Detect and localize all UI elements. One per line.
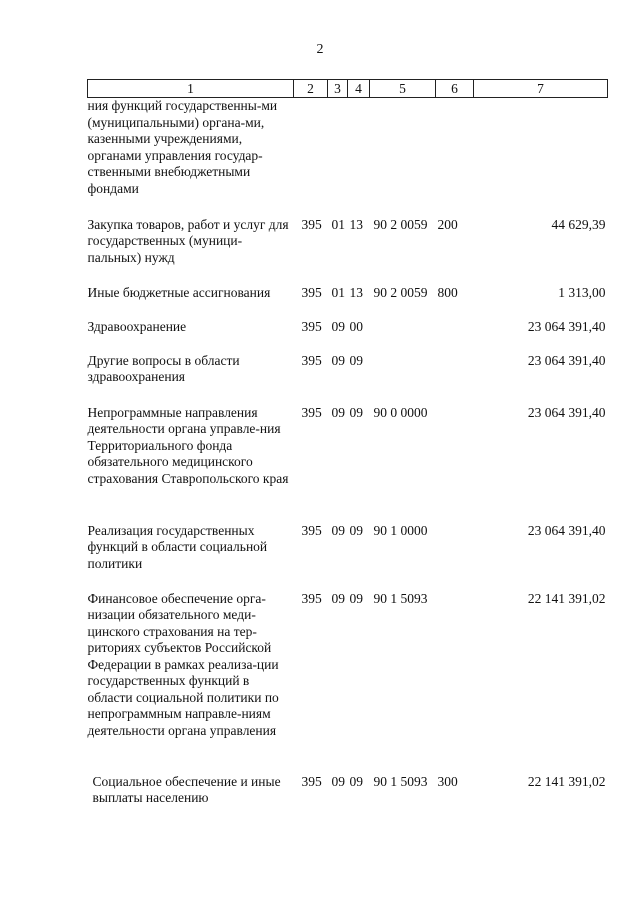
row-vr: 300 — [437, 773, 458, 789]
row-sum: 44 629,39 — [551, 216, 606, 232]
row-name: Другие вопросы в области здравоохранения — [87, 352, 240, 384]
row-vr: 200 — [437, 216, 458, 232]
row-pr: 13 — [349, 216, 363, 232]
row-pr: 09 — [349, 522, 363, 538]
row-vr — [436, 353, 474, 405]
row-pr: 13 — [349, 284, 363, 300]
row-grbs: 395 — [301, 404, 322, 420]
row-sum: 23 064 391,40 — [527, 352, 606, 368]
row-rz: 09 — [331, 522, 345, 538]
row-pr: 09 — [349, 773, 363, 789]
table-row — [88, 353, 608, 405]
row-name: Иные бюджетные ассигнования — [87, 284, 271, 300]
header-col-1: 1 — [88, 80, 294, 98]
row-rz — [328, 98, 348, 217]
table-row — [88, 319, 608, 353]
table-row — [88, 98, 608, 217]
budget-table — [87, 79, 608, 814]
row-csr: 90 2 0059 — [373, 216, 428, 232]
table-row — [88, 217, 608, 285]
row-name: Социальное обеспечение и иные выплаты населению — [92, 773, 281, 805]
row-name: Непрограммные направления деятельности органа управле-ния Территориального фонда обязательного медицинского страхования Ставропольского края — [87, 404, 289, 486]
row-csr: 90 1 0000 — [373, 522, 428, 538]
row-rz: 09 — [331, 590, 345, 606]
row-vr — [436, 98, 474, 217]
row-pr: 09 — [349, 590, 363, 606]
row-rz: 09 — [331, 352, 345, 368]
row-sum — [474, 98, 608, 217]
row-name: Реализация государственных функций в области социальной политики — [87, 522, 268, 571]
row-rz: 09 — [331, 318, 345, 334]
row-name: Закупка товаров, работ и услуг для государственных (муници-пальных) нужд — [87, 216, 289, 265]
page-number: 2 — [316, 42, 324, 57]
row-sum: 23 064 391,40 — [527, 404, 606, 420]
row-sum: 23 064 391,40 — [527, 522, 606, 538]
row-vr — [436, 523, 474, 591]
table-header-row — [88, 80, 608, 98]
row-sum: 23 064 391,40 — [527, 318, 606, 334]
row-grbs: 395 — [301, 318, 322, 334]
row-grbs — [294, 98, 328, 217]
row-csr — [370, 353, 436, 405]
row-vr — [436, 591, 474, 774]
row-vr — [436, 319, 474, 353]
header-col-6: 6 — [436, 80, 474, 98]
row-rz: 01 — [331, 216, 345, 232]
row-name: ния функций государственны-ми (муниципальными) органа-ми, казенными учреждениями, органами управления государ-ственными внебюджетными фондами — [87, 98, 278, 196]
row-grbs: 395 — [301, 522, 322, 538]
row-vr: 800 — [437, 284, 458, 300]
header-col-4: 4 — [348, 80, 370, 98]
row-sum: 22 141 391,02 — [527, 773, 606, 789]
row-vr — [436, 405, 474, 523]
row-rz: 09 — [331, 404, 345, 420]
row-rz: 09 — [331, 773, 345, 789]
header-col-7: 7 — [474, 80, 608, 98]
row-pr: 09 — [349, 352, 363, 368]
row-csr: 90 1 5093 — [373, 773, 428, 789]
row-csr — [370, 98, 436, 217]
row-name: Финансовое обеспечение орга-низации обязательного меди-цинского страхования на тер-риториях субъектов Российской Федерации в рамках реализа-ции государственных функций в области социальной политики по непрограммным направле-ниям деятельности органа управления — [87, 590, 279, 738]
row-sum: 22 141 391,02 — [527, 590, 606, 606]
row-csr: 90 2 0059 — [373, 284, 428, 300]
table-row — [88, 523, 608, 591]
header-col-5: 5 — [370, 80, 436, 98]
row-grbs: 395 — [301, 284, 322, 300]
row-grbs: 395 — [301, 773, 322, 789]
row-sum: 1 313,00 — [558, 284, 606, 300]
row-csr — [370, 319, 436, 353]
table-row — [88, 591, 608, 774]
row-pr: 09 — [349, 404, 363, 420]
row-grbs: 395 — [301, 590, 322, 606]
row-grbs: 395 — [301, 216, 322, 232]
row-grbs: 395 — [301, 352, 322, 368]
row-pr — [348, 98, 370, 217]
table-row — [88, 405, 608, 523]
row-pr: 00 — [349, 318, 363, 334]
row-csr: 90 1 5093 — [373, 590, 428, 606]
row-csr: 90 0 0000 — [373, 404, 428, 420]
header-col-3: 3 — [328, 80, 348, 98]
table-row — [88, 774, 608, 814]
row-name: Здравоохранение — [87, 318, 187, 334]
table-row — [88, 285, 608, 319]
header-col-2: 2 — [294, 80, 328, 98]
row-rz: 01 — [331, 284, 345, 300]
